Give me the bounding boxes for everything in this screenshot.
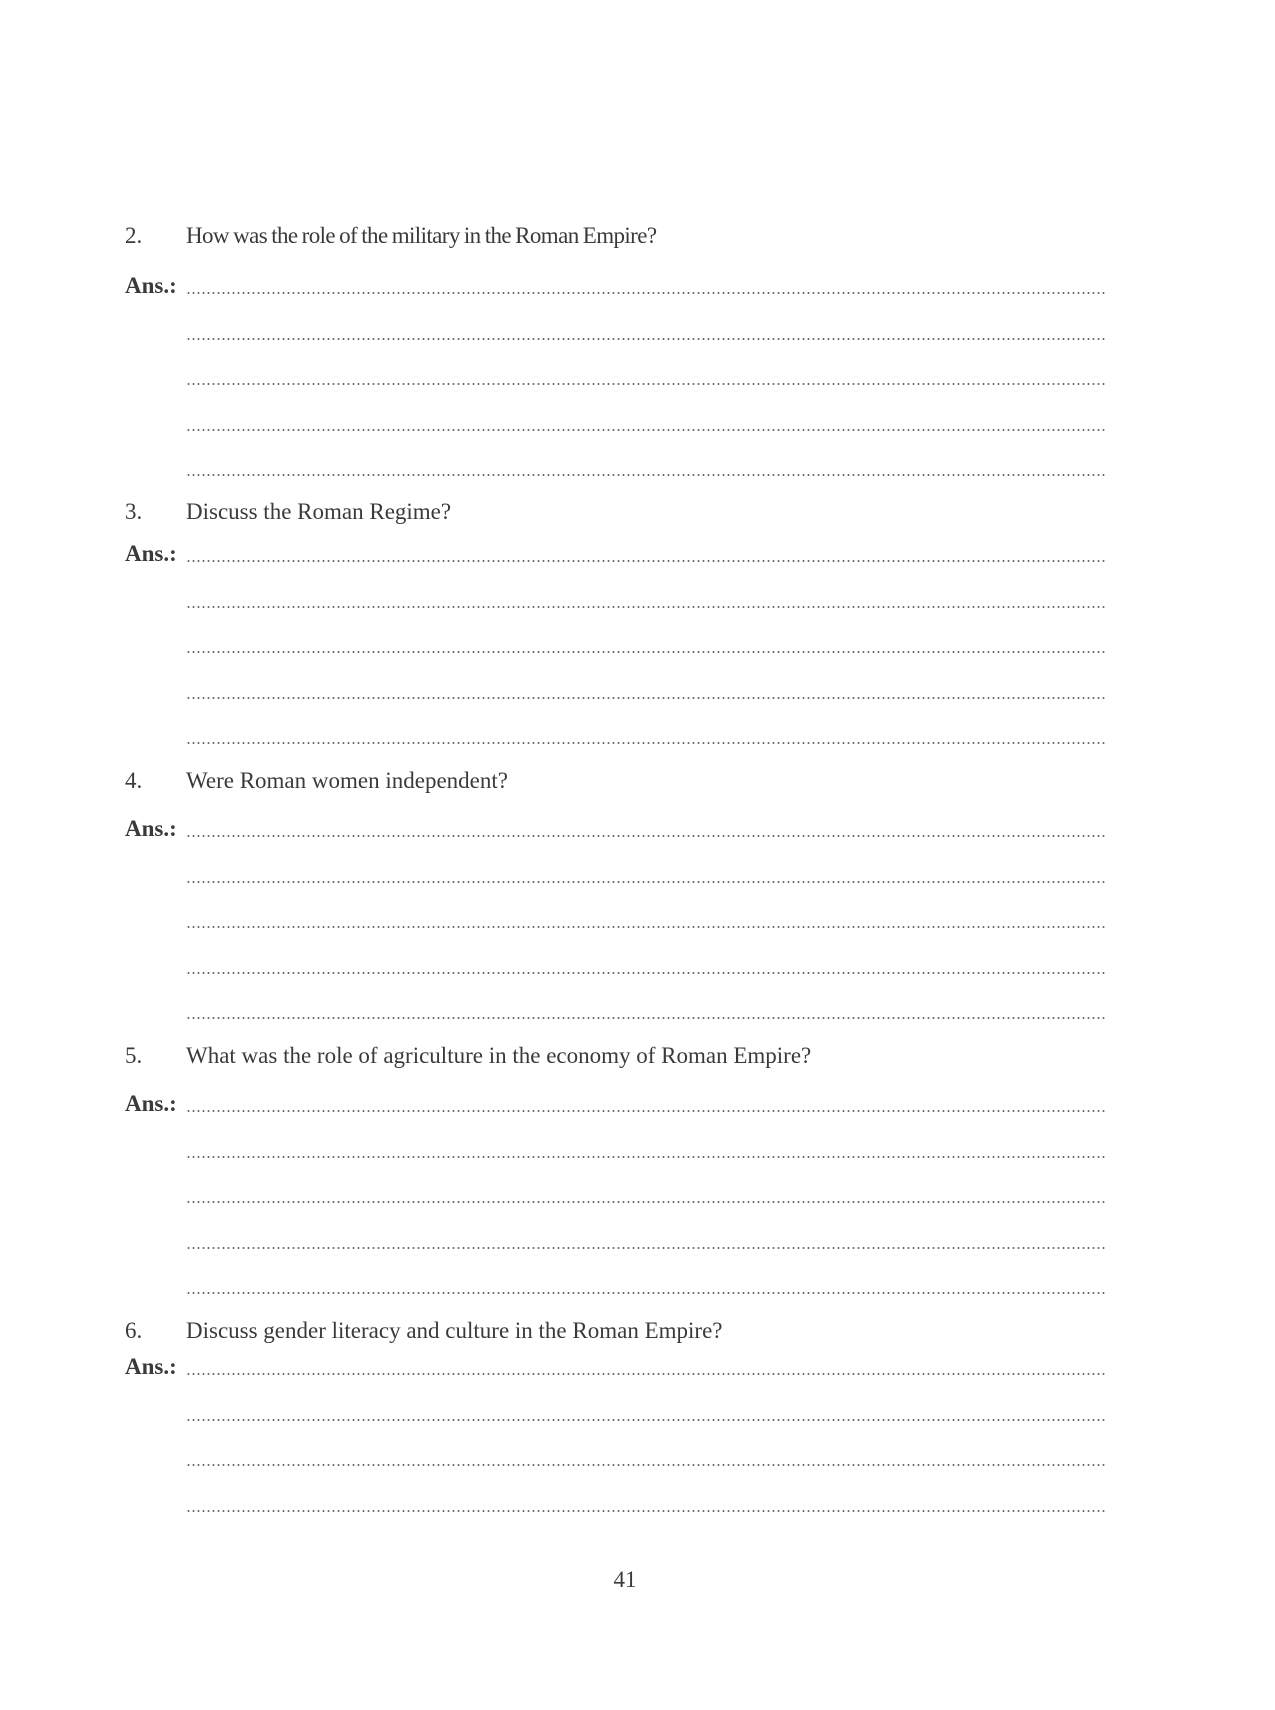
question-number: 4. <box>125 768 143 793</box>
question-2 <box>0 221 1275 251</box>
question-text: How was the role of the military in the Roman Empire? <box>186 223 657 248</box>
answer-line[interactable] <box>186 1156 1106 1158</box>
question-5 <box>0 1041 1275 1071</box>
question-text: What was the role of agriculture in the economy of Roman Empire? <box>186 1043 812 1068</box>
question-text: Discuss the Roman Regime? <box>186 499 452 524</box>
answer-line[interactable] <box>186 1201 1106 1203</box>
question-6 <box>0 1316 1275 1346</box>
answer-label: Ans.: <box>125 273 177 298</box>
answer-line[interactable] <box>186 1292 1106 1294</box>
question-number: 6. <box>125 1318 143 1343</box>
answer-line[interactable] <box>186 1017 1106 1019</box>
answer-line[interactable] <box>186 606 1106 608</box>
answer-line[interactable] <box>186 742 1106 744</box>
answer-line[interactable] <box>186 383 1106 385</box>
answer-label: Ans.: <box>125 1091 177 1116</box>
answer-line[interactable] <box>186 292 1106 294</box>
answer-line[interactable] <box>186 429 1106 431</box>
question-number: 3. <box>125 499 143 524</box>
answer-line[interactable] <box>186 926 1106 928</box>
answer-line[interactable] <box>186 972 1106 974</box>
answer-line[interactable] <box>186 1247 1106 1249</box>
answer-line[interactable] <box>186 1373 1106 1375</box>
answer-line[interactable] <box>186 881 1106 883</box>
question-number: 5. <box>125 1043 143 1068</box>
answer-label: Ans.: <box>125 816 177 841</box>
question-text: Discuss gender literacy and culture in the Roman Empire? <box>186 1318 723 1343</box>
answer-label: Ans.: <box>125 541 177 566</box>
answer-line[interactable] <box>186 338 1106 340</box>
question-4 <box>0 766 1275 796</box>
answer-line[interactable] <box>186 1464 1106 1466</box>
answer-line[interactable] <box>186 1510 1106 1512</box>
answer-line[interactable] <box>186 560 1106 562</box>
question-number: 2. <box>125 223 143 248</box>
answer-line[interactable] <box>186 697 1106 699</box>
answer-label: Ans.: <box>125 1354 177 1379</box>
answer-line[interactable] <box>186 835 1106 837</box>
answer-line[interactable] <box>186 1419 1106 1421</box>
answer-line[interactable] <box>186 651 1106 653</box>
question-text: Were Roman women independent? <box>186 768 508 793</box>
answer-line[interactable] <box>186 474 1106 476</box>
page-number: 41 <box>613 1567 637 1592</box>
question-3 <box>0 497 1275 527</box>
answer-line[interactable] <box>186 1110 1106 1112</box>
